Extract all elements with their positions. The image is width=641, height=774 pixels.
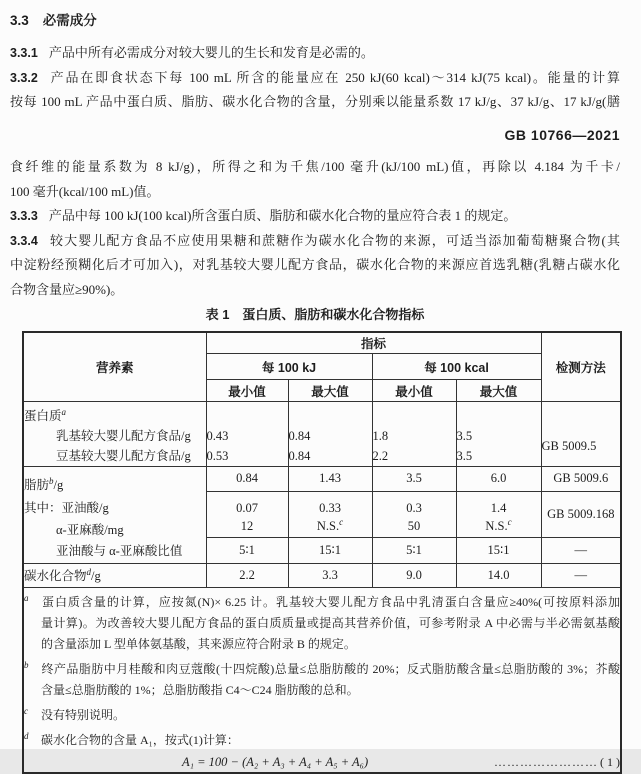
footnote-ref-b: b — [49, 475, 54, 486]
clause-3-3-1 — [10, 41, 620, 66]
clause-3-3-4-line1 — [10, 229, 620, 254]
fat-max-kj: 1.43 — [288, 467, 372, 492]
footnote-a: $^a$ 蛋白质含量的计算，应按氮(N)× 6.25 计。乳基较大婴儿配方食品中乳清蛋白含量应≥40%(可按原料添加 量计算)。为改善较大婴儿配方食品的蛋白质质量或提高其营养价值，可参考附录 A 中必需与半必需氨基酸 的含量添加 L 型单体氨基酸，其来源应符合附录 B 的规定。 — [24, 588, 620, 655]
col-header-per-100kj: 每 100 kJ — [206, 354, 372, 380]
clause-text: 产品中每 100 kJ(100 kcal)所含蛋白质、脂肪和碳水化合物的量应符合表 1 的规定。 — [48, 208, 517, 223]
protein-milk-label: 乳基较大婴儿配方食品/g — [56, 429, 191, 443]
formula-number: ( 1 ) — [600, 754, 621, 769]
row-footnotes — [23, 587, 621, 773]
page-header-standard-number: GB 10766—2021 — [504, 126, 620, 143]
clause-text: 较大婴儿配方食品不应使用果糖和蔗糖作为碳水化合物的来源，可适当添加葡萄糖聚合物(其 — [48, 232, 620, 248]
carb-label: 碳水化合物$^d$/g — [23, 563, 206, 587]
clause-3-3-2-line2: 按每 100 mL 产品中蛋白质、脂肪、碳水化合物的含量，分别乘以能量系数 17 kJ/g、37 kJ/g、17 kJ/g(膳 — [10, 94, 620, 109]
clause-3-3-4-line2: 中淀粉经预糊化后才可加入)，对乳基较大婴儿配方食品，碳水化合物的来源应首选乳糖(乳糖占碳水化 — [10, 257, 620, 272]
clause-3-3-4-line3: 合物含量应≥90%)。 — [10, 281, 124, 297]
protein-label: 蛋白质$^a$ — [24, 406, 67, 423]
clause-3-3-2-line3: 食纤维的能量系数为 8 kJ/g)，所得之和为千焦/100 毫升(kJ/100 mL)值，再除以 4.184 为千卡/ — [10, 159, 620, 174]
col-header-max-kj: 最大值 — [288, 380, 372, 402]
clause-text: 产品在即食状态下每 100 mL 所含的能量应在 250 kJ(60 kcal)～314 kJ(75 kcal)。能量的计算 — [48, 69, 620, 85]
fat-max-kcal: 6.0 — [456, 467, 541, 492]
linoleic-max-kcal: 1.4 N.S.$^c$ — [456, 491, 541, 537]
footnote-marker-d: d — [24, 730, 29, 741]
clause-number: 3.3.4 — [10, 233, 38, 248]
fat-min-kj: 0.84 — [206, 467, 288, 492]
fat-label: 脂肪$^b$/g — [24, 475, 64, 492]
formula-expression: A₁ = 100 − (A₂ + A₃ + A₄ + A₅ + A₆) — [182, 754, 369, 769]
carb-max-kcal: 14.0 — [456, 563, 541, 587]
ratio-max-kj: 15∶1 — [288, 537, 372, 563]
ratio-min-kj: 5∶1 — [206, 537, 288, 563]
fat-sub-ratio-label: 亚油酸与 α-亚麻酸比值 — [56, 544, 183, 558]
clause-text: 产品中所有必需成分对较大婴儿的生长和发育是必需的。 — [48, 45, 374, 60]
footnote-c: $^c$ 没有特别说明。 — [24, 701, 620, 726]
ratio-method: — — [541, 537, 621, 563]
linoleic-min-kj: 0.07 12 — [206, 491, 288, 537]
linoleic-method: GB 5009.168 — [541, 491, 621, 537]
carb-method: — — [541, 563, 621, 587]
formula-dot-leader: …………………… — [494, 754, 599, 769]
protein-label-cell — [23, 402, 206, 467]
clause-number: 3.3.2 — [10, 70, 38, 85]
col-header-max-kcal: 最大值 — [456, 380, 541, 402]
ratio-max-kcal: 15∶1 — [456, 537, 541, 563]
protein-soy-label: 豆基较大婴儿配方食品/g — [56, 449, 191, 463]
fat-sub-linoleic-label: 其中：亚油酸/g — [24, 501, 109, 515]
fat-min-kcal: 3.5 — [372, 467, 456, 492]
clause-3-3-3 — [10, 204, 620, 229]
linoleic-min-kcal: 0.3 50 — [372, 491, 456, 537]
table-1 — [22, 331, 622, 774]
col-header-per-100kcal: 每 100 kcal — [372, 354, 541, 380]
formula-1 — [24, 752, 620, 772]
protein-min-kcal: 1.8 2.2 — [372, 402, 456, 467]
col-header-indicator: 指标 — [206, 332, 541, 354]
carb-min-kcal: 9.0 — [372, 563, 456, 587]
col-header-min-kj: 最小值 — [206, 380, 288, 402]
section-heading — [10, 8, 620, 33]
protein-max-kj: 0.84 0.84 — [288, 402, 372, 467]
footnote-ref-c: c — [507, 516, 512, 527]
carb-max-kj: 3.3 — [288, 563, 372, 587]
clause-number: 3.3.1 — [10, 46, 38, 60]
clause-3-3-2-line1 — [10, 66, 620, 91]
row-protein — [23, 402, 621, 467]
clause-3-3-2-line4: 100 毫升(kcal/100 mL)值。 — [10, 183, 160, 199]
footnote-marker-b: b — [24, 659, 29, 670]
footnote-marker-a: a — [24, 592, 29, 603]
linoleic-max-kj: 0.33 N.S.$^c$ — [288, 491, 372, 537]
row-fat — [23, 467, 621, 492]
col-header-method: 检测方法 — [541, 332, 621, 402]
fat-sub-linolenic-label: α-亚麻酸/mg — [56, 522, 124, 537]
section-number: 3.3 — [10, 13, 29, 28]
protein-max-kcal: 3.5 3.5 — [456, 402, 541, 467]
protein-min-kj: 0.43 0.53 — [206, 402, 288, 467]
section-title: 必需成分 — [42, 13, 97, 28]
footnote-marker-c: c — [24, 705, 28, 716]
footnote-d: $^d$ 碳水化合物的含量 A₁，按式(1)计算： — [24, 726, 620, 751]
footnotes-cell — [23, 587, 621, 773]
table-1-title: 表 1 蛋白质、脂肪和碳水化合物指标 — [205, 307, 425, 322]
col-header-nutrient: 营养素 — [23, 332, 206, 402]
row-carbohydrate — [23, 563, 621, 587]
footnote-ref-c: c — [339, 516, 344, 527]
fat-label-cell — [23, 467, 206, 564]
footnote-ref-a: a — [61, 406, 67, 417]
carb-min-kj: 2.2 — [206, 563, 288, 587]
footnote-b: $^b$ 终产品脂肪中月桂酸和肉豆蔻酸(十四烷酸)总量≤总脂肪酸的 20%；反式脂肪酸含量≤总脂肪酸的 3%；芥酸 含量≤总脂肪酸的 1%；总脂肪酸指 C4～C24 脂肪酸的总和。 — [24, 655, 620, 701]
ratio-min-kcal: 5∶1 — [372, 537, 456, 563]
clause-number: 3.3.3 — [10, 209, 38, 223]
col-header-min-kcal: 最小值 — [372, 380, 456, 402]
fat-method: GB 5009.6 — [541, 467, 621, 492]
footnote-ref-d: d — [86, 566, 92, 577]
protein-method: GB 5009.5 — [541, 402, 621, 467]
